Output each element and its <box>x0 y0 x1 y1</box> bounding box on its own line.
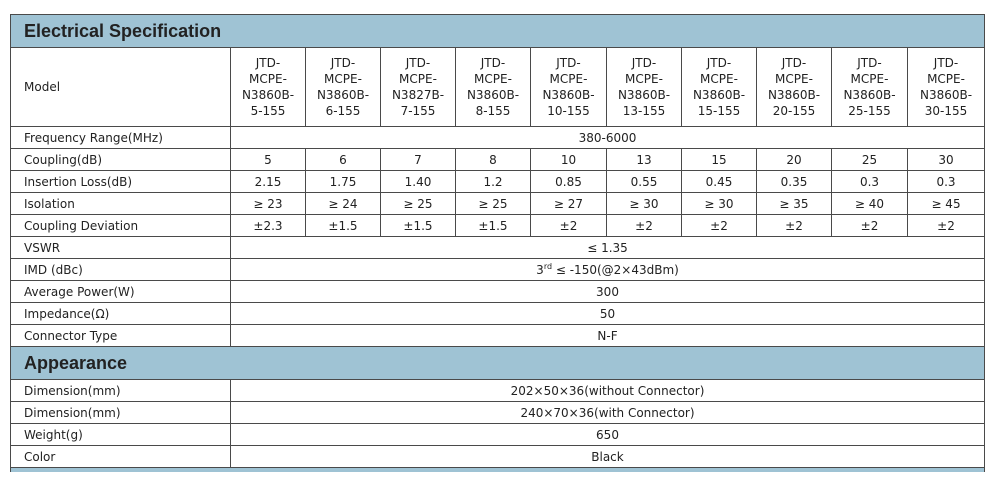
electrical-section-header <box>11 15 985 48</box>
spec-table <box>10 14 985 472</box>
impedance-label: Impedance(Ω) <box>11 303 231 325</box>
insertion-loss-value: 1.75 <box>306 171 381 193</box>
electrical-section-title: Electrical Specification <box>11 15 985 48</box>
isolation-label: Isolation <box>11 193 231 215</box>
isolation-value: ≥ 30 <box>682 193 757 215</box>
average-power-row <box>11 281 985 303</box>
appearance-section-title: Appearance <box>11 347 985 380</box>
weight-row <box>11 424 985 446</box>
coupling-deviation-value: ±1.5 <box>381 215 456 237</box>
dimension-row <box>11 402 985 424</box>
insertion-loss-row <box>11 171 985 193</box>
model-cell: JTD- MCPE- N3827B- 7-155 <box>381 48 456 127</box>
coupling-value: 20 <box>757 149 832 171</box>
isolation-value: ≥ 35 <box>757 193 832 215</box>
coupling-value: 25 <box>832 149 908 171</box>
isolation-value: ≥ 40 <box>832 193 908 215</box>
coupling-value: 5 <box>231 149 306 171</box>
insertion-loss-value: 2.15 <box>231 171 306 193</box>
table-footer-bar <box>11 468 985 473</box>
dimension-label: Dimension(mm) <box>11 402 231 424</box>
coupling-value: 13 <box>607 149 682 171</box>
impedance-value: 50 <box>231 303 985 325</box>
dimension-label: Dimension(mm) <box>11 380 231 402</box>
imd-row <box>11 259 985 281</box>
model-cell: JTD- MCPE- N3860B- 6-155 <box>306 48 381 127</box>
frequency-value: 380-6000 <box>231 127 985 149</box>
imd-label: IMD (dBc) <box>11 259 231 281</box>
coupling-deviation-label: Coupling Deviation <box>11 215 231 237</box>
coupling-deviation-value: ±2 <box>607 215 682 237</box>
imd-value: 3rd ≤ -150(@2×43dBm) <box>231 259 985 281</box>
color-row <box>11 446 985 468</box>
isolation-value: ≥ 27 <box>531 193 607 215</box>
isolation-value: ≥ 23 <box>231 193 306 215</box>
model-row <box>11 48 985 127</box>
model-cell: JTD- MCPE- N3860B- 25-155 <box>832 48 908 127</box>
insertion-loss-value: 0.35 <box>757 171 832 193</box>
insertion-loss-value: 0.45 <box>682 171 757 193</box>
model-cell: JTD- MCPE- N3860B- 8-155 <box>456 48 531 127</box>
model-cell: JTD- MCPE- N3860B- 13-155 <box>607 48 682 127</box>
insertion-loss-value: 0.3 <box>908 171 985 193</box>
connector-row <box>11 325 985 347</box>
connector-label: Connector Type <box>11 325 231 347</box>
model-cell: JTD- MCPE- N3860B- 20-155 <box>757 48 832 127</box>
connector-value: N-F <box>231 325 985 347</box>
weight-value: 650 <box>231 424 985 446</box>
frequency-row <box>11 127 985 149</box>
spec-table-container <box>10 14 984 472</box>
vswr-label: VSWR <box>11 237 231 259</box>
weight-label: Weight(g) <box>11 424 231 446</box>
isolation-value: ≥ 25 <box>381 193 456 215</box>
dimension-row <box>11 380 985 402</box>
vswr-row <box>11 237 985 259</box>
coupling-value: 10 <box>531 149 607 171</box>
insertion-loss-value: 1.2 <box>456 171 531 193</box>
coupling-deviation-value: ±2 <box>682 215 757 237</box>
footer-bar-cell <box>11 468 985 473</box>
impedance-row <box>11 303 985 325</box>
frequency-label: Frequency Range(MHz) <box>11 127 231 149</box>
coupling-value: 30 <box>908 149 985 171</box>
isolation-row <box>11 193 985 215</box>
isolation-value: ≥ 45 <box>908 193 985 215</box>
average-power-label: Average Power(W) <box>11 281 231 303</box>
isolation-value: ≥ 24 <box>306 193 381 215</box>
dimension-value: 240×70×36(with Connector) <box>231 402 985 424</box>
coupling-value: 15 <box>682 149 757 171</box>
color-value: Black <box>231 446 985 468</box>
coupling-deviation-value: ±2 <box>908 215 985 237</box>
model-cell: JTD- MCPE- N3860B- 30-155 <box>908 48 985 127</box>
vswr-value: ≤ 1.35 <box>231 237 985 259</box>
insertion-loss-value: 0.55 <box>607 171 682 193</box>
insertion-loss-value: 1.40 <box>381 171 456 193</box>
coupling-deviation-value: ±2 <box>757 215 832 237</box>
coupling-value: 6 <box>306 149 381 171</box>
coupling-value: 7 <box>381 149 456 171</box>
coupling-deviation-value: ±2.3 <box>231 215 306 237</box>
model-label: Model <box>11 48 231 127</box>
model-cell: JTD- MCPE- N3860B- 15-155 <box>682 48 757 127</box>
coupling-deviation-value: ±1.5 <box>456 215 531 237</box>
insertion-loss-label: Insertion Loss(dB) <box>11 171 231 193</box>
coupling-label: Coupling(dB) <box>11 149 231 171</box>
model-cell: JTD- MCPE- N3860B- 5-155 <box>231 48 306 127</box>
coupling-deviation-value: ±1.5 <box>306 215 381 237</box>
isolation-value: ≥ 25 <box>456 193 531 215</box>
average-power-value: 300 <box>231 281 985 303</box>
color-label: Color <box>11 446 231 468</box>
coupling-deviation-value: ±2 <box>531 215 607 237</box>
appearance-section-header <box>11 347 985 380</box>
model-cell: JTD- MCPE- N3860B- 10-155 <box>531 48 607 127</box>
coupling-deviation-value: ±2 <box>832 215 908 237</box>
dimension-value: 202×50×36(without Connector) <box>231 380 985 402</box>
coupling-row <box>11 149 985 171</box>
insertion-loss-value: 0.3 <box>832 171 908 193</box>
insertion-loss-value: 0.85 <box>531 171 607 193</box>
coupling-value: 8 <box>456 149 531 171</box>
coupling-deviation-row <box>11 215 985 237</box>
isolation-value: ≥ 30 <box>607 193 682 215</box>
